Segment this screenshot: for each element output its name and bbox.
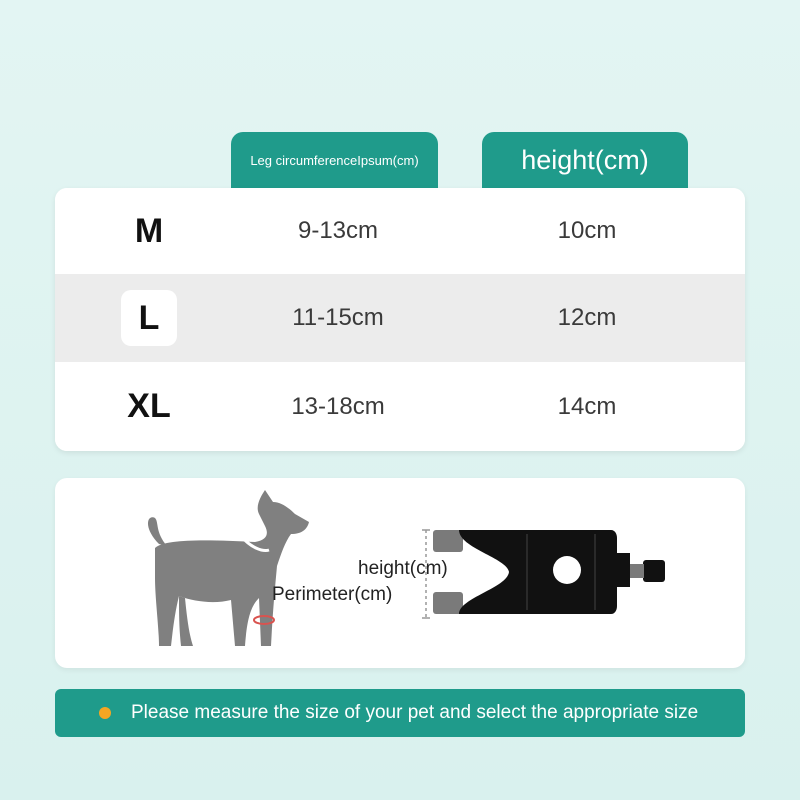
- leg-brace-icon: [433, 530, 665, 614]
- bullet-dot-icon: [99, 707, 111, 719]
- height-value: 14cm: [557, 392, 617, 420]
- measure-note-text: Please measure the size of your pet and select the appropriate size: [131, 702, 699, 723]
- header-height: [482, 132, 688, 188]
- perimeter-label: Perimeter(cm): [272, 584, 393, 605]
- size-label: M: [121, 203, 177, 259]
- leg-circumference-value: 11-15cm: [292, 304, 384, 331]
- header-leg-label: Leg circumferenceIpsum(cm): [250, 152, 419, 168]
- size-label: L: [121, 290, 177, 346]
- height-value: 10cm: [557, 217, 617, 244]
- table-row: [55, 362, 745, 451]
- measurement-illustration: [55, 478, 745, 668]
- dog-silhouette-icon: [148, 490, 309, 646]
- leg-circumference-value: 13-18cm: [291, 392, 385, 420]
- measure-note-bar: [55, 689, 745, 737]
- header-leg-circumference: [231, 132, 438, 188]
- leg-circumference-value: 9-13cm: [297, 217, 379, 244]
- table-row: [55, 274, 745, 362]
- height-label: height(cm): [358, 558, 448, 579]
- header-height-label: height(cm): [521, 144, 649, 175]
- size-label: XL: [121, 379, 177, 435]
- height-value: 12cm: [557, 304, 617, 331]
- table-row: [55, 188, 745, 274]
- size-table: [55, 188, 745, 451]
